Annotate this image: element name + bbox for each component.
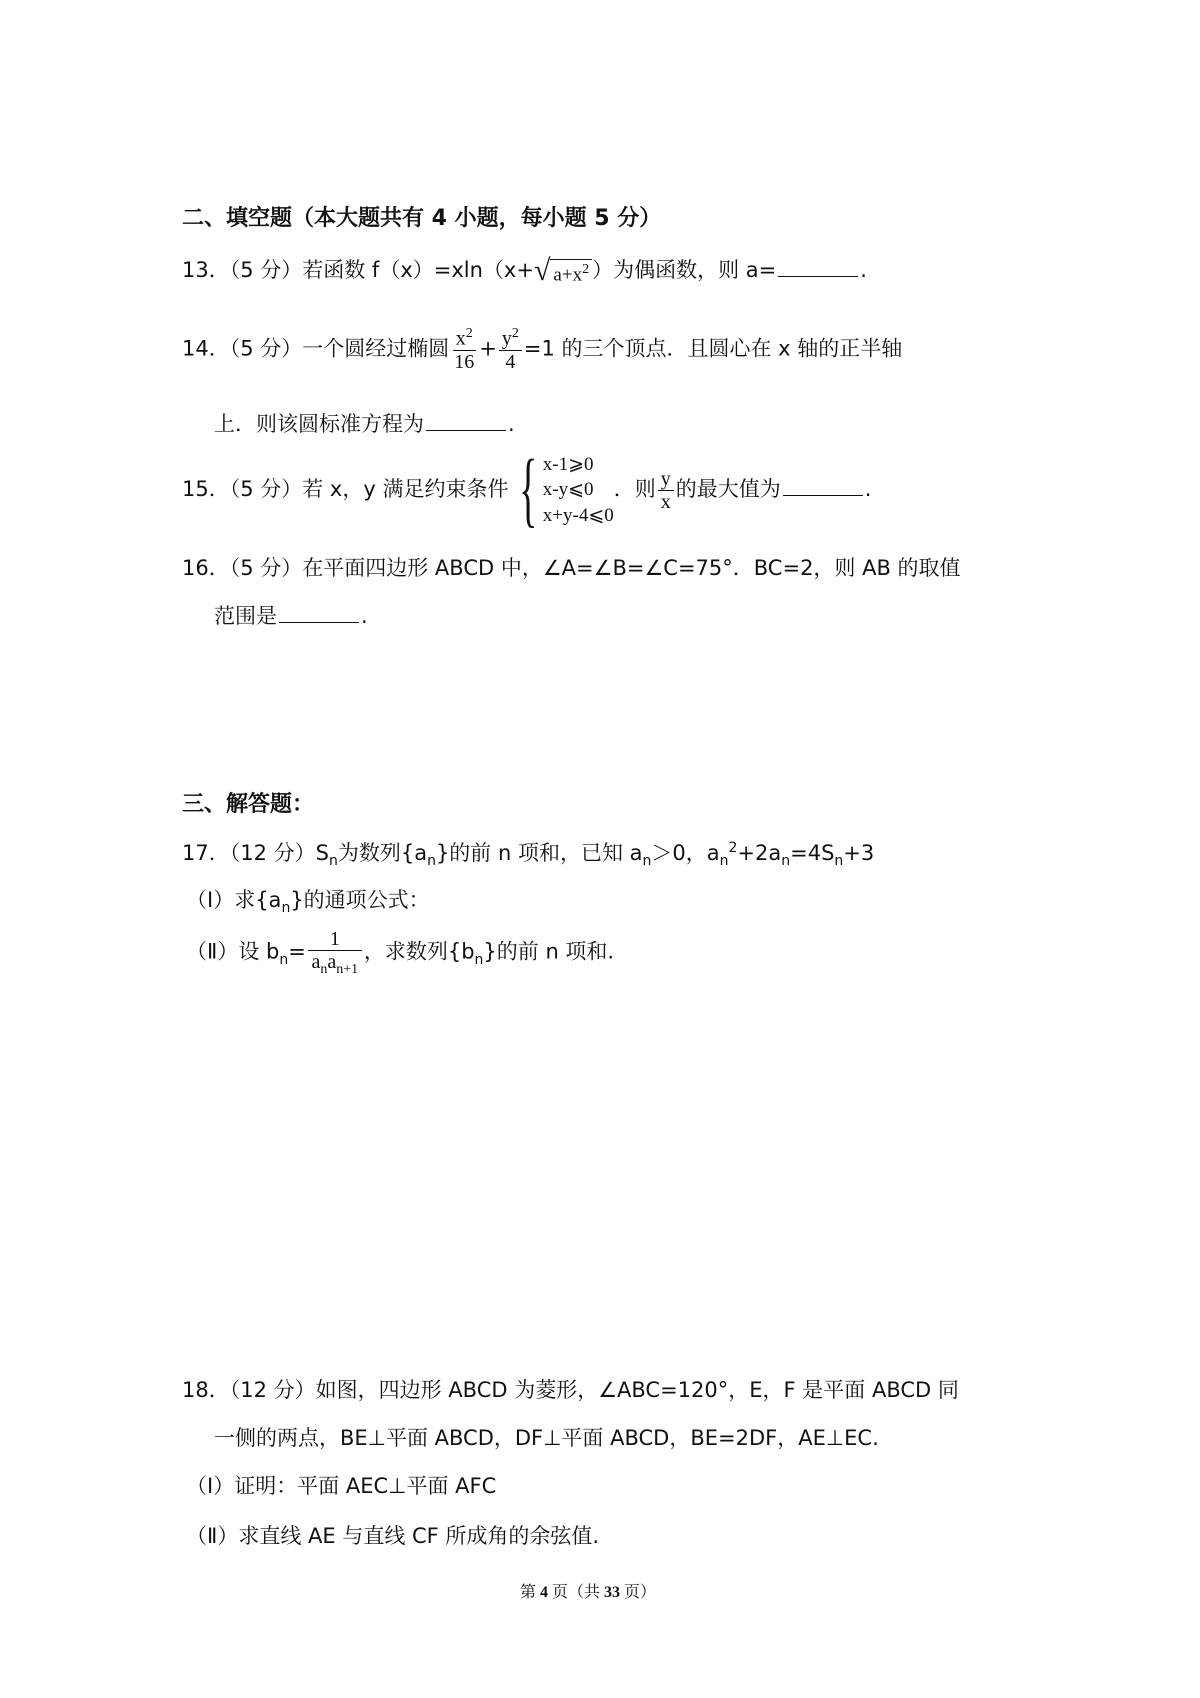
q17-den-sub1: n <box>320 962 328 977</box>
footer-total-pages: 33 <box>604 1584 621 1601</box>
q13-sqrt <box>534 256 592 286</box>
question-13 <box>182 256 867 286</box>
q15-text: 15．（5 分）若 x，y 满足约束条件 <box>182 477 509 501</box>
q17-sub2: n <box>427 853 436 870</box>
q13-end: . <box>860 258 867 282</box>
question-14-line2 <box>214 412 515 437</box>
q17-t3: }的前 n 项和，已知 a <box>435 841 643 865</box>
question-17-part2 <box>186 928 614 977</box>
question-17 <box>182 840 874 870</box>
q17-den-sub2: n+1 <box>336 962 359 977</box>
q14-tail: =1 的三个顶点．且圆心在 x 轴的正半轴 <box>523 336 903 361</box>
q17-t7: +3 <box>843 841 875 865</box>
q14-f2-exp: 2 <box>511 326 519 341</box>
section-heading-answer: 三、解答题： <box>182 792 315 817</box>
radical-sign-icon: √ <box>533 254 551 287</box>
q14-line2-text: 上．则该圆标准方程为 <box>214 412 424 436</box>
q14-end: . <box>508 412 515 436</box>
q17-frac-num: 1 <box>308 928 362 951</box>
q14-f2-den: 4 <box>505 350 516 373</box>
q13-radicand-x: x <box>572 264 583 286</box>
question-18-line2: 一侧的两点，BE⊥平面 ABCD，DF⊥平面 ABCD，BE=2DF，AE⊥EC. <box>214 1426 879 1450</box>
q14-fraction-x <box>451 326 477 373</box>
question-15 <box>182 443 872 536</box>
footer-text-a: 第 <box>520 1584 541 1601</box>
q15-tail: 的最大值为 <box>675 477 781 501</box>
q15-constraint-1: x-1⩾0 <box>542 453 594 475</box>
q17-sub3: n <box>642 853 652 870</box>
q17-sup: 2 <box>728 840 738 856</box>
q15-constraint-system <box>508 443 614 536</box>
q14-f2-num: y <box>501 327 512 350</box>
q17-p1-sub: n <box>281 900 291 917</box>
q17-fraction-bn <box>308 928 362 977</box>
q17-p1-t2: }的通项公式： <box>290 888 430 912</box>
question-18-part2: （Ⅱ）求直线 AE 与直线 CF 所成角的余弦值. <box>186 1524 600 1548</box>
q17-p1-t1: （I）求{a <box>186 888 282 912</box>
q14-f1-num: x <box>455 327 466 350</box>
question-18: 18．（12 分）如图，四边形 ABCD 为菱形，∠ABC=120°，E，F 是平面 ABCD 同 <box>182 1378 959 1402</box>
q17-sub1: n <box>328 853 338 870</box>
q15-frac-den: x <box>660 490 671 513</box>
q17-den-a2: a <box>327 951 337 973</box>
q14-fraction-y <box>499 326 522 373</box>
q16-line2-text: 范围是 <box>214 604 277 628</box>
q15-fraction-y-over-x <box>658 468 674 513</box>
q13-answer-blank <box>778 275 858 277</box>
q15-constraint-2: x-y⩽0 <box>542 479 594 501</box>
q17-p2-eq: = <box>288 939 306 964</box>
q14-f1-den: 16 <box>454 350 475 373</box>
q13-text: 13．（5 分）若函数 f（x）=xln（x+ <box>182 258 534 282</box>
q17-t4: ＞0，a <box>651 841 720 865</box>
q15-answer-blank <box>783 494 863 496</box>
q17-t2: 为数列{a <box>337 841 428 865</box>
footer-text-c: 页） <box>620 1584 657 1601</box>
q15-mid: ．则 <box>613 477 656 501</box>
q14-f1-exp: 2 <box>465 326 473 341</box>
q17-p2-t3: }的前 n 项和. <box>483 939 615 964</box>
question-18-part1: （Ⅰ）证明：平面 AEC⊥平面 AFC <box>186 1474 497 1498</box>
section-heading-fill-in: 二、填空题（本大题共有 4 小题，每小题 5 分） <box>182 206 662 231</box>
q15-frac-num: y <box>658 468 674 491</box>
q16-end: . <box>361 604 368 628</box>
question-16-line2 <box>214 604 368 629</box>
question-14 <box>182 326 902 373</box>
footer-text-b: 页（共 <box>548 1584 605 1601</box>
question-17-part1 <box>186 888 430 917</box>
q17-t6: =4S <box>790 841 835 865</box>
q17-t1: 17．（12 分）S <box>182 841 329 865</box>
q13-radicand-a: a+ <box>553 264 573 286</box>
q13-radicand-exp: 2 <box>582 261 590 277</box>
q13-tail: ）为偶函数，则 a= <box>592 258 777 282</box>
q14-answer-blank <box>426 429 506 431</box>
q14-plus: + <box>479 336 497 361</box>
q17-p2-t1: （Ⅱ）设 b <box>186 939 280 964</box>
q15-constraint-3: x+y-4⩽0 <box>542 504 614 526</box>
q17-den-a1: a <box>311 951 321 973</box>
page-footer <box>520 1583 656 1602</box>
q16-answer-blank <box>279 621 359 623</box>
question-16: 16．（5 分）在平面四边形 ABCD 中，∠A=∠B=∠C=75°．BC=2，则 AB 的取值 <box>182 556 961 580</box>
q17-t5: +2a <box>737 841 782 865</box>
q13-radicand <box>550 259 592 286</box>
q15-end: . <box>864 477 872 501</box>
left-brace-icon: { <box>519 443 538 536</box>
q17-p2-sub: n <box>279 951 289 968</box>
q14-text: 14．（5 分）一个圆经过椭圆 <box>182 336 450 361</box>
q17-sub4: n <box>719 853 729 870</box>
footer-page-number: 4 <box>540 1584 549 1601</box>
q17-sub6: n <box>834 853 844 870</box>
q17-frac-den <box>308 951 361 977</box>
q17-sub5: n <box>781 853 791 870</box>
q17-p2-sub2: n <box>474 951 484 968</box>
q17-p2-t2: ，求数列{b <box>363 939 475 964</box>
